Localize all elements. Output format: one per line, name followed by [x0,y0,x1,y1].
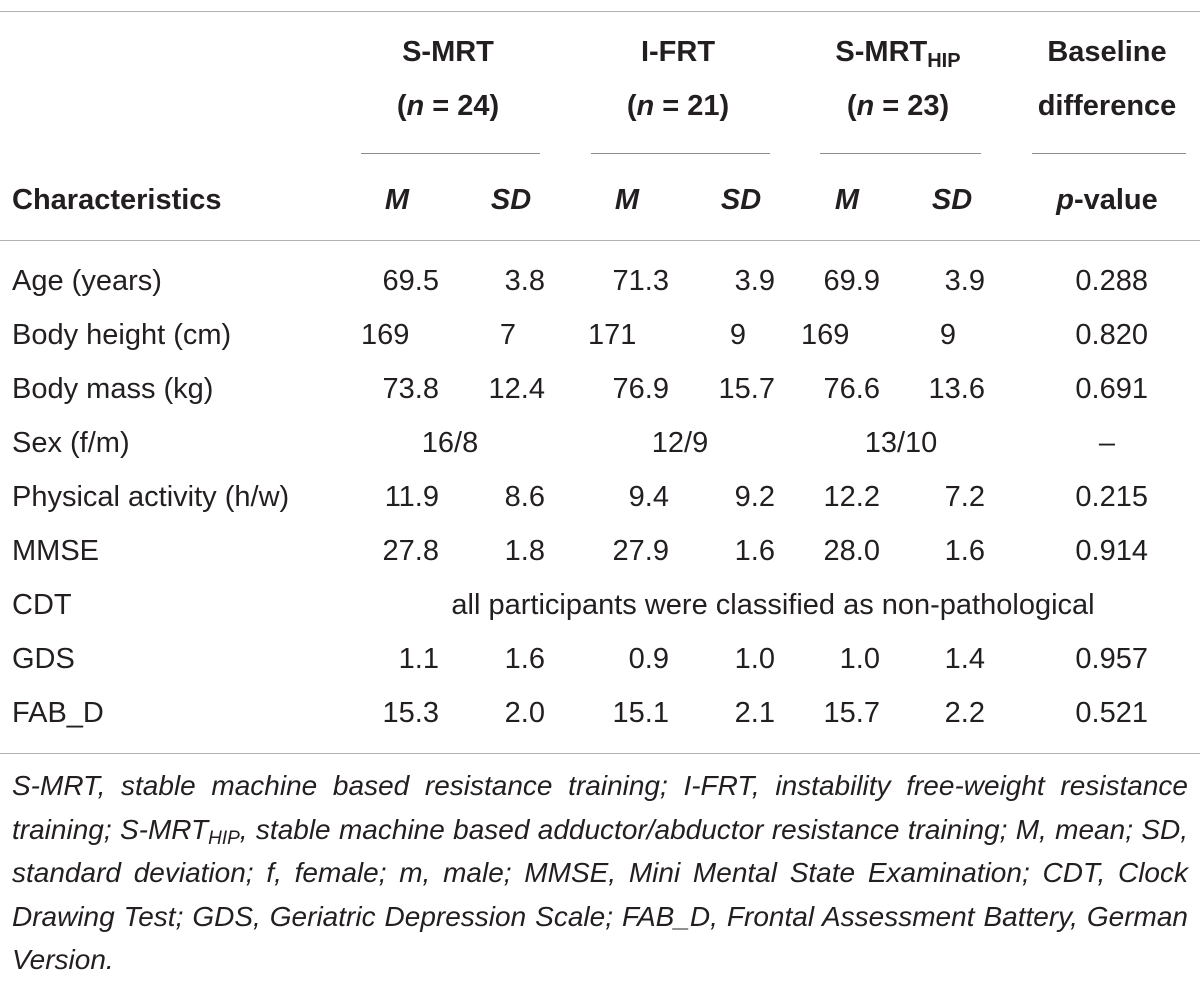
row-label-physical-activity: Physical activity (h/w) [12,481,290,513]
cell-fab-smrthip-sd: 2.2 [944,697,985,729]
group-rule-baseline [1032,153,1186,154]
cell-activity-ifrt-sd: 9.2 [734,481,775,513]
row-label-body-mass: Body mass (kg) [12,373,214,405]
row-label-age: Age (years) [12,265,162,297]
group-rule-smrt-hip [820,153,981,154]
cell-activity-p: 0.215 [1075,481,1148,513]
group-n-smrt-hip: (n = 23) [846,90,950,122]
cell-activity-ifrt-m: 9.4 [628,481,669,513]
cell-mass-smrthip-m: 76.6 [823,373,880,405]
column-header-m-ifrt: M [614,184,640,216]
row-label-gds: GDS [12,643,75,675]
table-footnote: S-MRT, stable machine based resistance training; I-FRT, instability free-weight resistance training; $S-MRT_{HIP}$, stable machine based adductor/abductor resistance training; M, mean; SD, standard deviation; f, female; m, male; MMSE, Mini Mental State Examination; CDT, Clock Drawing Test; GDS, Geriatric Depression Scale; FAB_D, Frontal Assessment Battery, German Version. [12,770,1188,975]
row-label-sex: Sex (f/m) [12,427,130,459]
cell-gds-smrt-sd: 1.6 [504,643,545,675]
group-rule-smrt [361,153,540,154]
cell-mmse-p: 0.914 [1075,535,1148,567]
cell-sex-smrthip: 13/10 [864,427,938,459]
group-header-smrt: S-MRT [402,36,494,68]
cell-mmse-ifrt-sd: 1.6 [734,535,775,567]
cell-activity-smrthip-m: 12.2 [823,481,880,513]
cell-height-ifrt-m: 171 [588,319,637,351]
column-header-m-smrt: M [384,184,410,216]
cell-age-p: 0.288 [1075,265,1148,297]
cell-height-p: 0.820 [1075,319,1148,351]
cell-gds-smrthip-sd: 1.4 [944,643,985,675]
row-label-body-height: Body height (cm) [12,319,232,351]
cell-height-smrthip-sd: 9 [939,319,957,351]
cell-mass-smrt-m: 73.8 [382,373,439,405]
cell-activity-smrt-m: 11.9 [384,481,439,513]
cell-fab-smrt-sd: 2.0 [504,697,545,729]
cell-gds-smrt-m: 1.1 [398,643,439,675]
baseline-header-line1: Baseline [1047,36,1167,68]
cell-height-smrt-m: 169 [361,319,410,351]
cell-gds-ifrt-m: 0.9 [628,643,669,675]
cell-fab-smrthip-m: 15.7 [823,697,880,729]
cell-fab-p: 0.521 [1075,697,1148,729]
cell-age-ifrt-sd: 3.9 [734,265,775,297]
row-label-fab-d: FAB_D [12,697,104,729]
cell-cdt-span: all participants were classified as non-pathological [451,589,1095,621]
cell-mmse-smrthip-sd: 1.6 [944,535,985,567]
cell-height-smrt-sd: 7 [499,319,517,351]
group-rule-ifrt [591,153,770,154]
column-header-sd-ifrt: SD [720,184,762,216]
cell-age-smrt-sd: 3.8 [504,265,545,297]
cell-mass-ifrt-sd: 15.7 [718,373,775,405]
column-header-sd-smrt: SD [490,184,532,216]
cell-age-ifrt-m: 71.3 [612,265,669,297]
baseline-header-line2: difference [1037,90,1177,122]
cell-mmse-smrt-sd: 1.8 [504,535,545,567]
group-n-smrt: (n = 24) [396,90,500,122]
cell-fab-ifrt-sd: 2.1 [734,697,775,729]
cell-mass-smrt-sd: 12.4 [488,373,545,405]
cell-age-smrthip-sd: 3.9 [944,265,985,297]
table-top-rule [0,11,1200,12]
cell-sex-smrt: 16/8 [421,427,479,459]
cell-gds-p: 0.957 [1075,643,1148,675]
cell-mmse-smrthip-m: 28.0 [823,535,880,567]
cell-sex-ifrt: 12/9 [651,427,709,459]
cell-mass-smrthip-sd: 13.6 [928,373,985,405]
cell-mass-p: 0.691 [1075,373,1148,405]
cell-mmse-ifrt-m: 27.9 [612,535,669,567]
column-header-p-value: p-value [1056,184,1158,216]
group-n-ifrt: (n = 21) [626,90,730,122]
cell-sex-p: – [1098,427,1116,459]
cell-age-smrthip-m: 69.9 [823,265,880,297]
column-header-sd-smrt-hip: SD [931,184,973,216]
cell-age-smrt-m: 69.5 [382,265,439,297]
cell-mmse-smrt-m: 27.8 [382,535,439,567]
cell-fab-ifrt-m: 15.1 [612,697,669,729]
cell-activity-smrt-sd: 8.6 [504,481,545,513]
header-bottom-rule [0,240,1200,241]
cell-height-ifrt-sd: 9 [729,319,747,351]
row-label-cdt: CDT [12,589,72,621]
table-bottom-rule [0,753,1200,754]
cell-fab-smrt-m: 15.3 [382,697,439,729]
cell-mass-ifrt-m: 76.9 [612,373,669,405]
group-header-smrt-hip: $S-MRT_{HIP}$ [835,36,961,72]
cell-height-smrthip-m: 169 [801,319,850,351]
column-header-characteristics: Characteristics [12,184,222,216]
cell-activity-smrthip-sd: 7.2 [944,481,985,513]
column-header-m-smrt-hip: M [834,184,860,216]
cell-gds-ifrt-sd: 1.0 [734,643,775,675]
group-header-ifrt: I-FRT [640,36,716,68]
row-label-mmse: MMSE [12,535,99,567]
cell-gds-smrthip-m: 1.0 [839,643,880,675]
